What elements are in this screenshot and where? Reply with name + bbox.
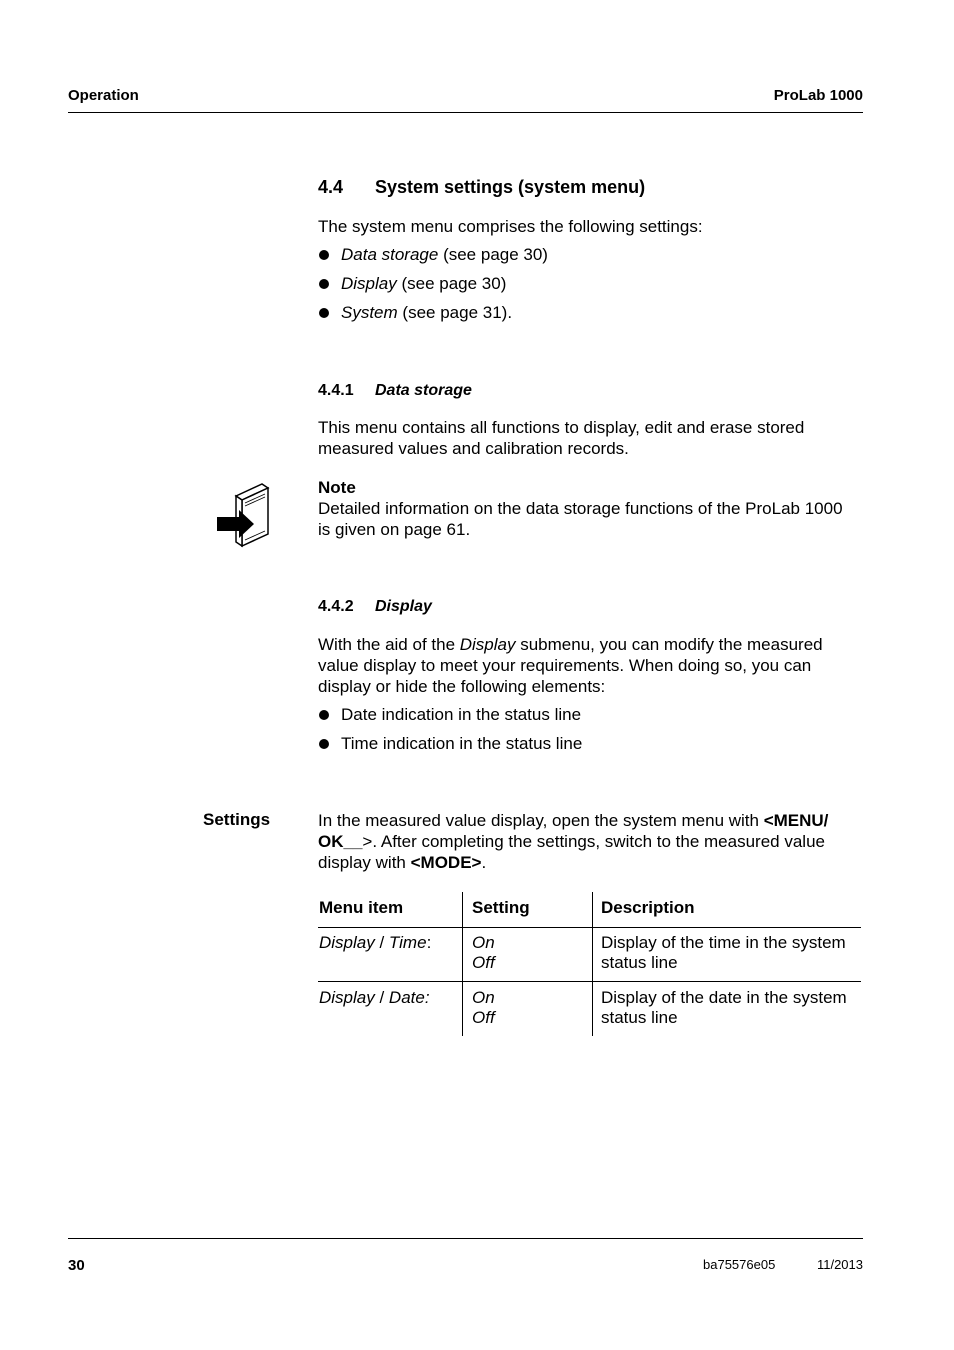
description-line: Display of the date in the system: [601, 988, 847, 1007]
separator: /: [374, 988, 389, 1007]
table-header: Menu item: [318, 892, 463, 928]
setting-value: Off: [472, 1008, 495, 1027]
doc-number: ba75576e05: [703, 1257, 776, 1272]
table-row: [318, 928, 861, 982]
list-item-term: Data storage: [341, 245, 439, 264]
bullet-icon: [319, 710, 329, 720]
description-line: Display of the time in the system: [601, 933, 846, 952]
subsection-body: [318, 417, 804, 459]
menu-item-term: Date:: [388, 988, 430, 1007]
body-line: display or hide the following elements:: [318, 677, 606, 696]
body-line: [318, 810, 828, 831]
list-item-term: Display: [341, 274, 397, 293]
section-title: System settings (system menu): [375, 177, 646, 197]
margin-label: Settings: [203, 810, 271, 829]
body-term: Display: [459, 635, 516, 654]
table-header-row: [318, 892, 861, 928]
description-line: status line: [601, 1008, 678, 1027]
body-line: [318, 852, 828, 873]
settings-paragraph: [318, 810, 828, 873]
body-line: value display to meet your requirements. When doing so, you can: [318, 656, 812, 675]
body-text: In the measured value display, open the system menu with: [318, 811, 764, 830]
footer-rule: [68, 1238, 863, 1239]
note-title: Note: [318, 478, 356, 497]
list-item-text: Date indication in the status line: [341, 705, 582, 724]
description-line: status line: [601, 953, 678, 972]
list-item-text: (see page 30): [396, 274, 507, 293]
key-label: <MODE>: [410, 853, 482, 872]
key-label: <MENU/: [763, 811, 829, 830]
table-cell: [463, 928, 593, 982]
setting-value: On: [472, 933, 495, 952]
table-cell: [318, 928, 463, 982]
table-row: [318, 982, 861, 1037]
header-rule: [68, 112, 863, 113]
table-cell: [593, 982, 862, 1037]
table-cell: [318, 982, 463, 1037]
menu-item-term: Display: [319, 933, 375, 952]
running-header-left: Operation: [68, 87, 139, 104]
bullet-icon: [319, 279, 329, 289]
section-intro: The system menu comprises the following settings:: [318, 217, 703, 236]
table-cell: [463, 982, 593, 1037]
separator: /: [374, 933, 389, 952]
section-number: 4.4: [318, 177, 344, 197]
table-header: Setting: [463, 892, 593, 928]
colon: :: [426, 933, 432, 952]
subsection-number: 4.4.2: [318, 598, 354, 615]
setting-value: Off: [472, 953, 495, 972]
body-line: [318, 831, 828, 852]
bullet-icon: [319, 739, 329, 749]
body-line: [318, 634, 823, 655]
body-line: measured values and calibration records.: [318, 439, 629, 458]
body-text: >. After completing the settings, switch to the measured value: [362, 832, 825, 851]
table-header: Description: [593, 892, 862, 928]
page-number: 30: [68, 1257, 85, 1274]
bullet-icon: [319, 308, 329, 318]
setting-value: On: [472, 988, 495, 1007]
note: [318, 477, 843, 540]
subsection-title: Data storage: [375, 382, 472, 399]
list-item-term: System: [341, 303, 398, 322]
note-line: is given on page 61.: [318, 520, 471, 539]
running-header-right: ProLab 1000: [773, 87, 863, 104]
subsection-body: [318, 634, 823, 697]
body-text: display with: [318, 853, 411, 872]
body-text: .: [481, 853, 487, 872]
menu-item-term: Time: [388, 933, 427, 952]
body-text: With the aid of the: [318, 635, 460, 654]
list-item-text: Time indication in the status line: [341, 734, 583, 753]
bullet-icon: [319, 250, 329, 260]
body-text: submenu, you can modify the measured: [515, 635, 823, 654]
key-label: OK__: [318, 832, 363, 851]
list-item-text: (see page 31).: [397, 303, 513, 322]
subsection-title: Display: [375, 598, 432, 615]
settings-table: [318, 892, 861, 1036]
table-cell: [593, 928, 862, 982]
note-line: Detailed information on the data storage functions of the ProLab 1000: [318, 499, 843, 518]
menu-item-term: Display: [319, 988, 375, 1007]
book-arrow-icon: [214, 482, 272, 550]
list-item-text: (see page 30): [438, 245, 548, 264]
subsection-number: 4.4.1: [318, 382, 354, 399]
body-line: This menu contains all functions to display, edit and erase stored: [318, 418, 805, 437]
doc-date: 11/2013: [816, 1257, 863, 1272]
